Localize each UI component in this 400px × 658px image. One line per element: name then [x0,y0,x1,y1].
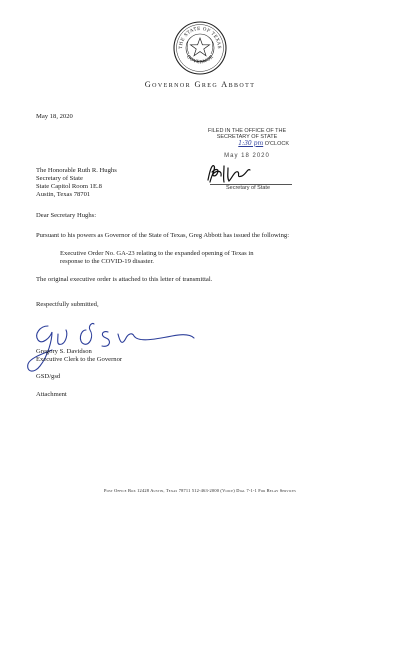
stamp-signer-title: Secretary of State [225,185,271,191]
stamp-date-handwritten: May 18 2020 [224,152,270,159]
stamp-time-suffix: O'CLOCK [264,140,289,147]
executive-order-description [60,250,254,266]
recipient-name: The Honorable Ruth R. Hughs [36,167,117,174]
order-line-1: Executive Order No. GA-23 relating to the expanded opening of Texas in [60,250,254,257]
body-attached: The original executive order is attached to this letter of transmittal. [36,276,213,283]
recipient-title: Secretary of State [36,175,83,183]
footer-address: Post Office Box 12428 Austin, Texas 78711 512-463-2000 (Voice) Dial 7-1-1 For Relay Services [103,488,297,493]
filing-stamp [197,128,297,159]
closing: Respectfully submitted, [36,301,99,308]
seal-text-bottom: GOVERNOR [185,54,215,66]
stamp-line-1: FILED IN THE OFFICE OF THE [207,128,287,134]
signer-name: Gregory S. Davidson [36,348,92,355]
recipient-address-line-1: State Capitol Room 1E.8 [36,183,102,191]
stamp-time-handwritten: 1:30 pm [238,139,264,147]
texas-seal-icon [173,21,227,75]
salutation: Dear Secretary Hughs: [36,212,97,219]
body-intro: Pursuant to his powers as Governor of the State of Texas, Greg Abbott has issued the following: [36,232,290,239]
signer-block [36,348,122,364]
seal-text-top: THE STATE OF TEXAS [178,26,222,50]
recipient-block [36,167,117,199]
enclosure: Attachment [36,391,67,398]
stamp-time-row [197,141,297,147]
letter-date: May 18, 2020 [36,113,73,120]
order-line-2: response to the COVID-19 disaster. [60,258,154,266]
stamp-line-2: SECRETARY OF STATE [216,134,278,141]
secretary-signature-icon [202,160,270,186]
initials: GSD/gsd [36,373,61,380]
letterhead-title: Governor Greg Abbott [144,80,256,89]
svg-text:GOVERNOR [185,54,215,65]
recipient-address-line-2: Austin, Texas 78701 [36,191,91,199]
signer-title: Executive Clerk to the Governor [36,356,123,364]
